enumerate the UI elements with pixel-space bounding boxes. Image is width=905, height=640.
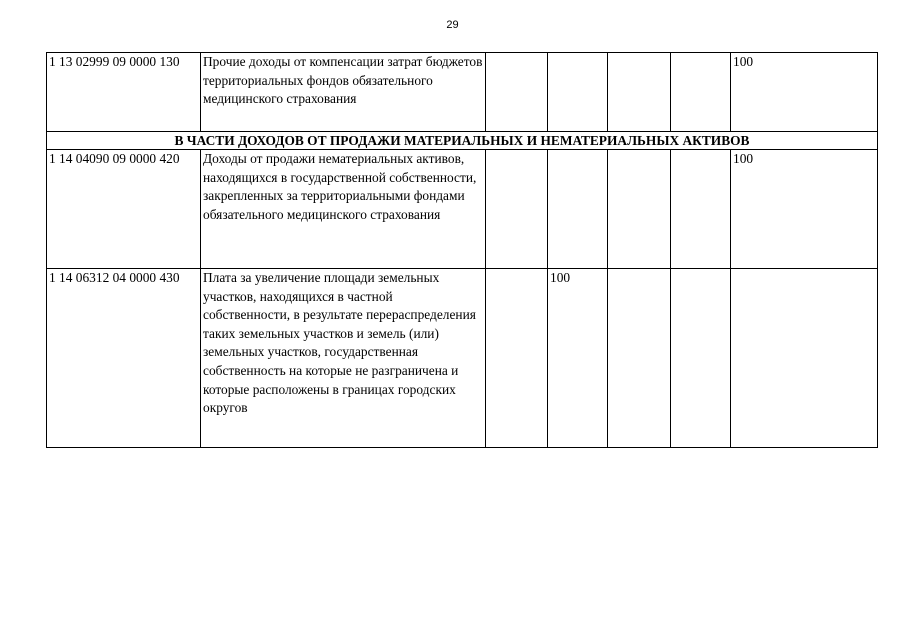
value-cell xyxy=(671,53,731,132)
description-cell: Доходы от продажи нематериальных активов, находящихся в государственной собственности, закрепленных за территориальными фондами обязательного медицинского страхования xyxy=(201,150,486,269)
table-row xyxy=(47,150,878,269)
budget-code-cell: 1 14 06312 04 0000 430 xyxy=(47,269,201,448)
value-cell xyxy=(671,150,731,269)
value-cell xyxy=(548,53,608,132)
value-cell xyxy=(608,150,671,269)
value-cell xyxy=(486,150,548,269)
table-row xyxy=(47,53,878,132)
value-cell xyxy=(608,269,671,448)
section-header-row xyxy=(47,132,878,150)
revenue-classification-table xyxy=(46,52,878,448)
description-cell: Плата за увеличение площади земельных участков, находящихся в частной собственности, в результате перераспределения таких земельных участков и земель (или) земельных участков, государственная собственность на которые не разграничена и которые расположены в границах городских округов xyxy=(201,269,486,448)
page-number: 29 xyxy=(446,19,459,31)
budget-code-cell: 1 13 02999 09 0000 130 xyxy=(47,53,201,132)
value-cell xyxy=(608,53,671,132)
value-cell: 100 xyxy=(731,150,878,269)
value-cell xyxy=(671,269,731,448)
section-title: В ЧАСТИ ДОХОДОВ ОТ ПРОДАЖИ МАТЕРИАЛЬНЫХ И НЕМАТЕРИАЛЬНЫХ АКТИВОВ xyxy=(47,132,878,150)
value-cell: 100 xyxy=(548,269,608,448)
value-cell xyxy=(731,269,878,448)
description-cell: Прочие доходы от компенсации затрат бюджетов территориальных фондов обязательного медицинского страхования xyxy=(201,53,486,132)
budget-code-cell: 1 14 04090 09 0000 420 xyxy=(47,150,201,269)
value-cell xyxy=(486,53,548,132)
value-cell xyxy=(548,150,608,269)
table-row xyxy=(47,269,878,448)
value-cell: 100 xyxy=(731,53,878,132)
value-cell xyxy=(486,269,548,448)
